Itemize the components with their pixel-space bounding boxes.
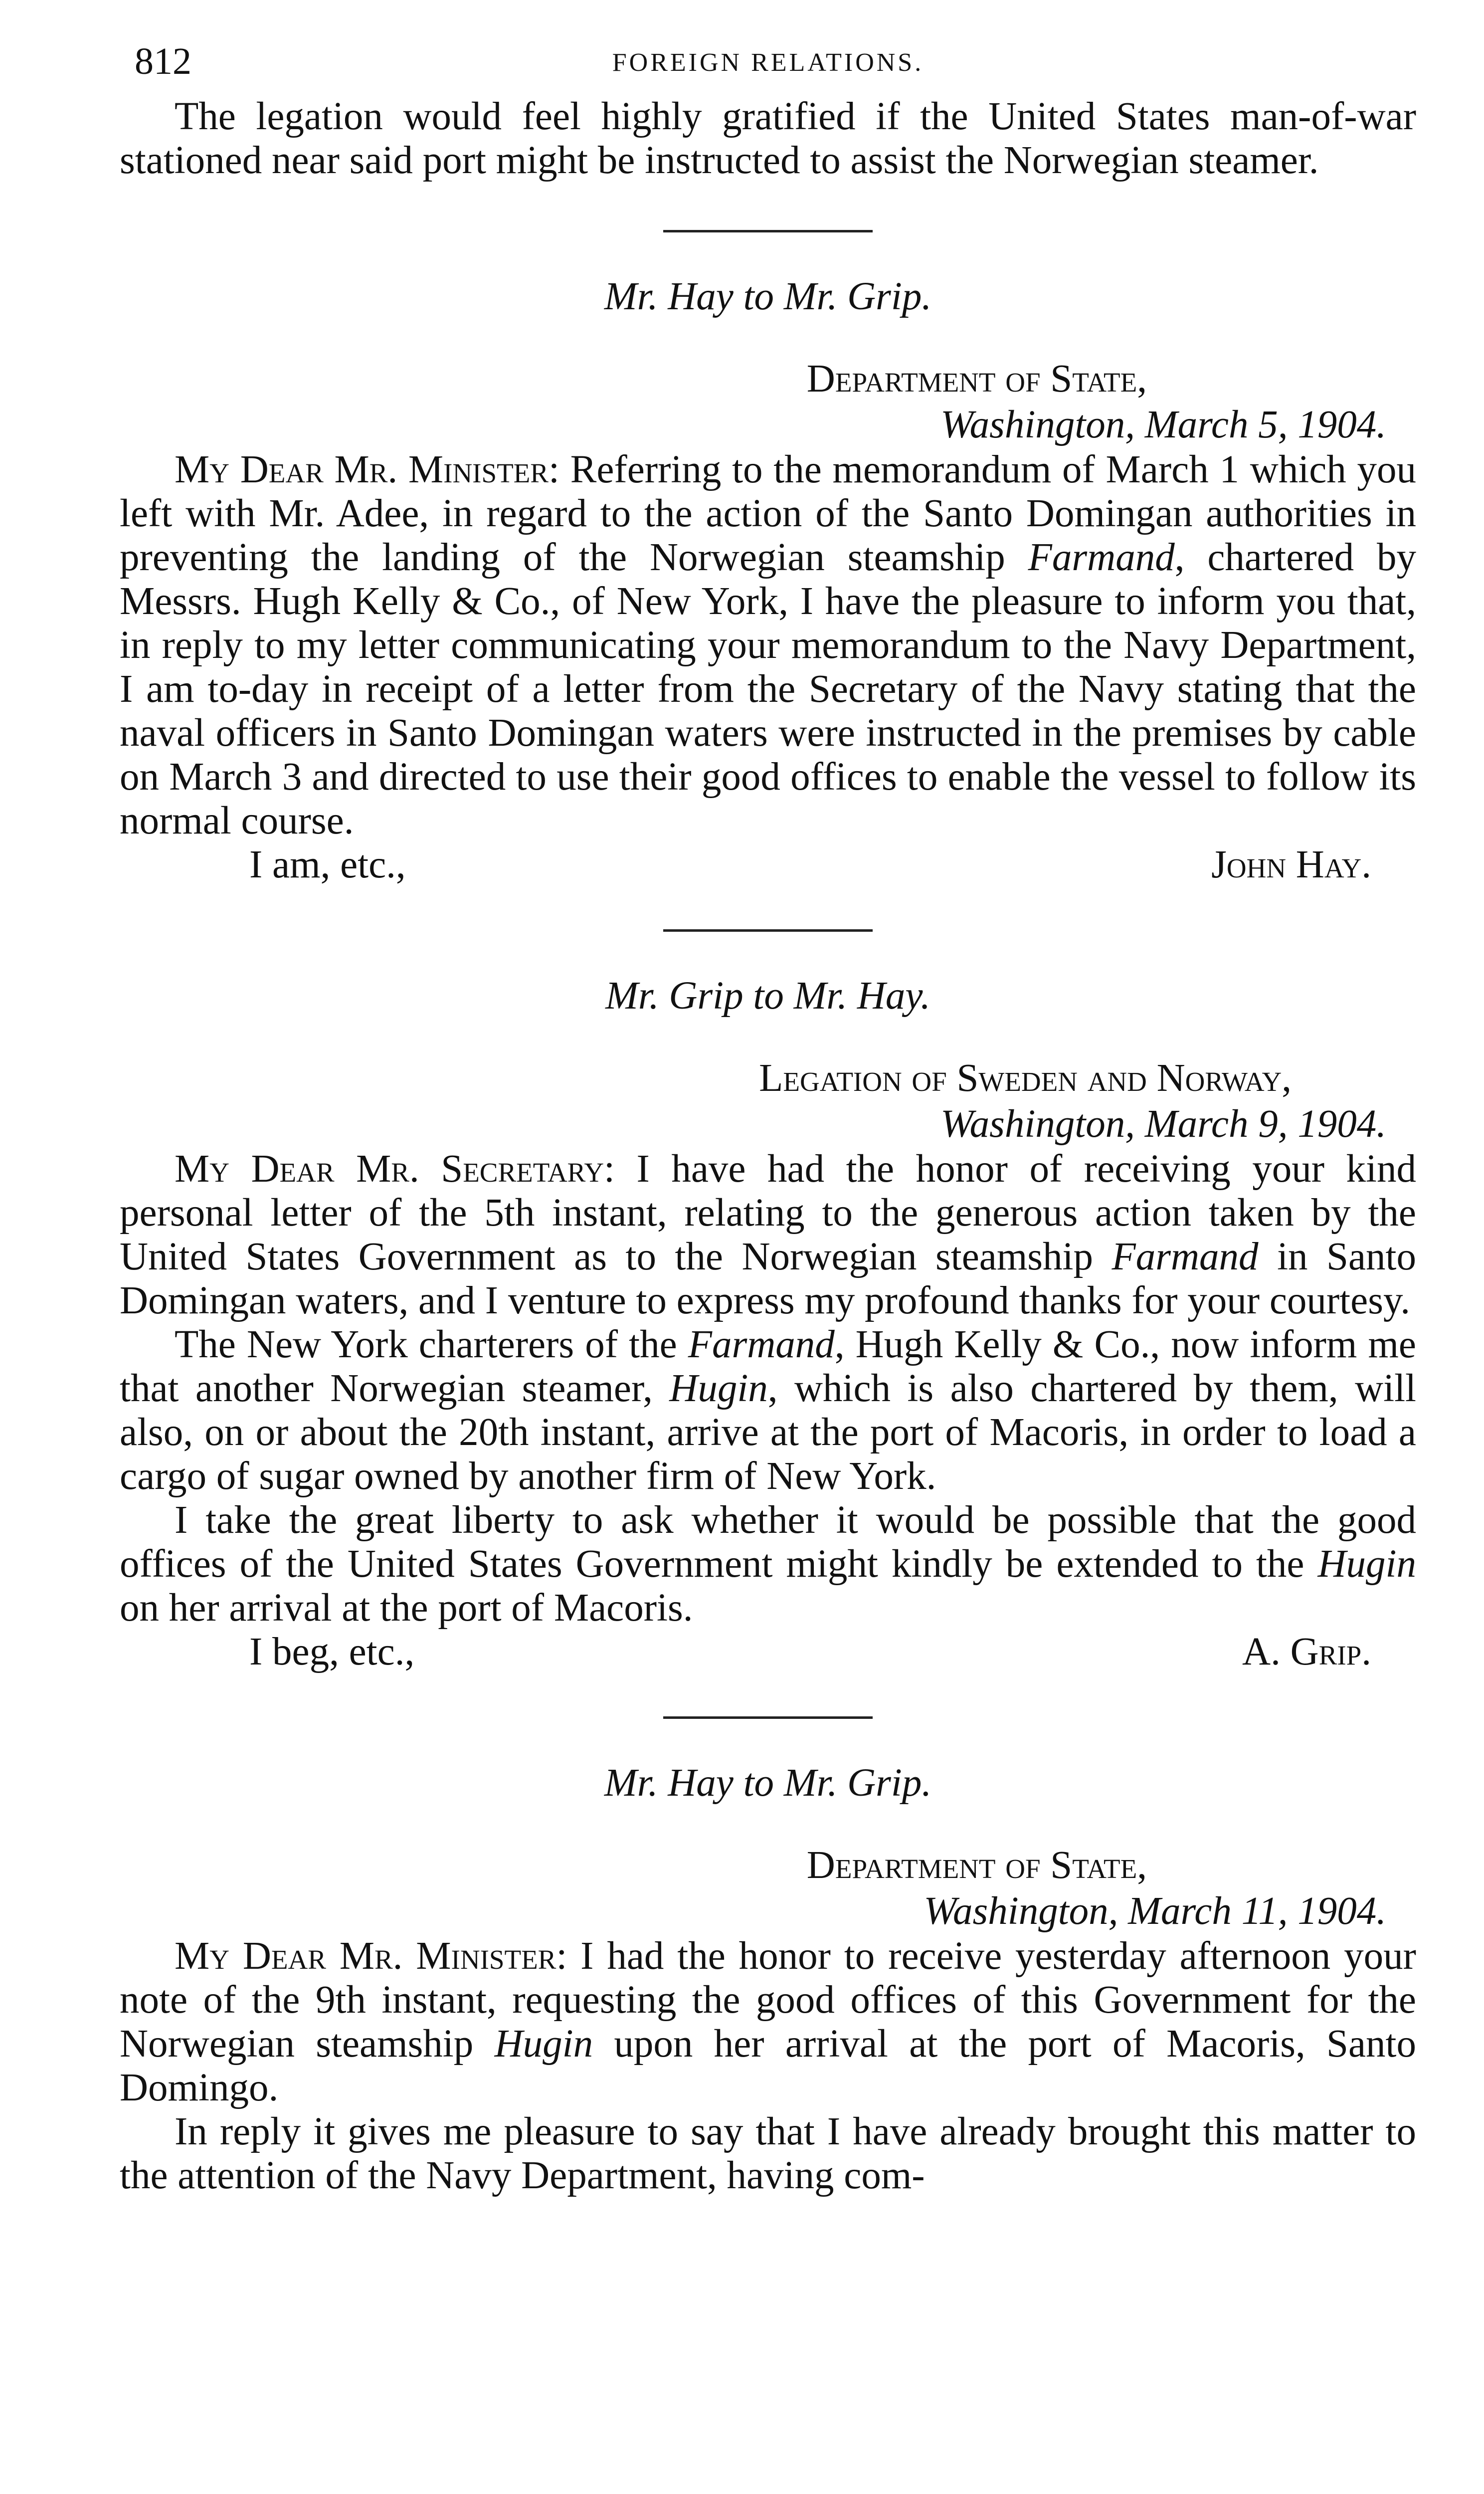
ship-name: Hugin — [1317, 1542, 1416, 1586]
ship-name: Farmand — [1028, 536, 1175, 579]
body-text: I take the great liberty to ask whether it would be possible that the good offices of the United States Government might kindly be extended to the — [120, 1498, 1416, 1586]
letter-hay-to-grip-march-5 — [120, 275, 1416, 887]
ship-name: Farmand — [1112, 1235, 1259, 1278]
letter-heading: Mr. Grip to Mr. Hay. — [605, 974, 930, 1018]
body-text: , Hugh Kelly & Co., now inform me that another Norwegian steamer, — [120, 1323, 1416, 1410]
letter-sender: Department of State, — [806, 1844, 1147, 1887]
letter-grip-to-hay-march-9 — [120, 974, 1416, 1674]
letter-paragraph — [120, 1934, 1416, 2110]
opening-paragraph: The legation would feel highly gratified if the United States man-of-war stationed near said port might be instructed to assist the Norwegian steamer. — [120, 95, 1416, 182]
letter-paragraph — [120, 1147, 1416, 1323]
letter-heading: Mr. Hay to Mr. Grip. — [604, 1761, 932, 1805]
letter-paragraph — [120, 1498, 1416, 1630]
body-text: I had the honor to receive yesterday afternoon your note of the 9th instant, requesting the good offices of this Government for the Norwegian steamship — [120, 1934, 1416, 2066]
signature: John Hay. — [1211, 843, 1371, 886]
signature: A. Grip. — [1242, 1630, 1371, 1673]
letter-sender: Department of State, — [806, 357, 1147, 401]
salutation: My Dear Mr. Secretary: — [175, 1147, 615, 1191]
body-text: I have had the honor of receiving your kind personal letter of the 5th instant, relating to the generous action taken by the United States Government as to the Norwegian steamship — [120, 1147, 1417, 1278]
complimentary-close: I beg, etc., — [249, 1630, 415, 1673]
letter-place-date: Washington, March 9, 1904. — [940, 1102, 1386, 1146]
running-head: FOREIGN RELATIONS. — [612, 48, 924, 77]
salutation: My Dear Mr. Minister: — [175, 448, 559, 491]
body-text: Referring to the memorandum of March 1 which you left with Mr. Adee, in regard to the action of the Santo Domingan authorities in preventing the landing of the Norwegian steamship — [120, 448, 1416, 579]
body-text: upon her arrival at the port of Macoris, Santo Domingo. — [120, 2022, 1416, 2109]
letter-closing — [120, 1630, 1416, 1674]
page-header — [120, 30, 1416, 95]
complimentary-close: I am, etc., — [249, 843, 406, 886]
ship-name: Hugin — [494, 2022, 593, 2066]
body-text: The New York charterers of the — [175, 1323, 688, 1366]
page-number: 812 — [135, 40, 191, 82]
letter-paragraph: In reply it gives me pleasure to say that I have already brought this matter to the attention of the Navy Department, having com- — [120, 2110, 1416, 2197]
letter-body — [120, 448, 1416, 843]
letter-paragraph — [120, 1323, 1416, 1498]
salutation: My Dear Mr. Minister: — [175, 1934, 567, 1978]
body-text: , chartered by Messrs. Hugh Kelly & Co., of New York, I have the pleasure to inform you that, in reply to my letter communicating your memorandum to the Navy Department, I am to-day in receipt of a letter from the Secretary of the Navy stating that the naval officers in Santo Domingan waters were instructed in the premises by cable on March 3 and directed to use their good offices to enable the vessel to follow its normal course. — [120, 536, 1417, 842]
document-page — [120, 30, 1416, 2474]
letter-hay-to-grip-march-11 — [120, 1761, 1416, 2198]
body-text: in Santo Domingan waters, and I venture to express my profound thanks for your courtesy. — [120, 1235, 1416, 1322]
body-text: , which is also chartered by them, will also, on or about the 20th instant, arrive at the port of Macoris, in order to load a cargo of sugar owned by another firm of New York. — [120, 1367, 1417, 1498]
letter-place-date: Washington, March 5, 1904. — [940, 403, 1386, 446]
ship-name: Hugin — [669, 1367, 768, 1410]
ship-name: Farmand — [688, 1323, 835, 1366]
body-text: on her arrival at the port of Macoris. — [120, 1586, 693, 1630]
letter-sender: Legation of Sweden and Norway, — [759, 1056, 1292, 1100]
letter-heading: Mr. Hay to Mr. Grip. — [604, 275, 932, 318]
letter-closing — [120, 843, 1416, 887]
letter-place-date: Washington, March 11, 1904. — [924, 1889, 1386, 1933]
